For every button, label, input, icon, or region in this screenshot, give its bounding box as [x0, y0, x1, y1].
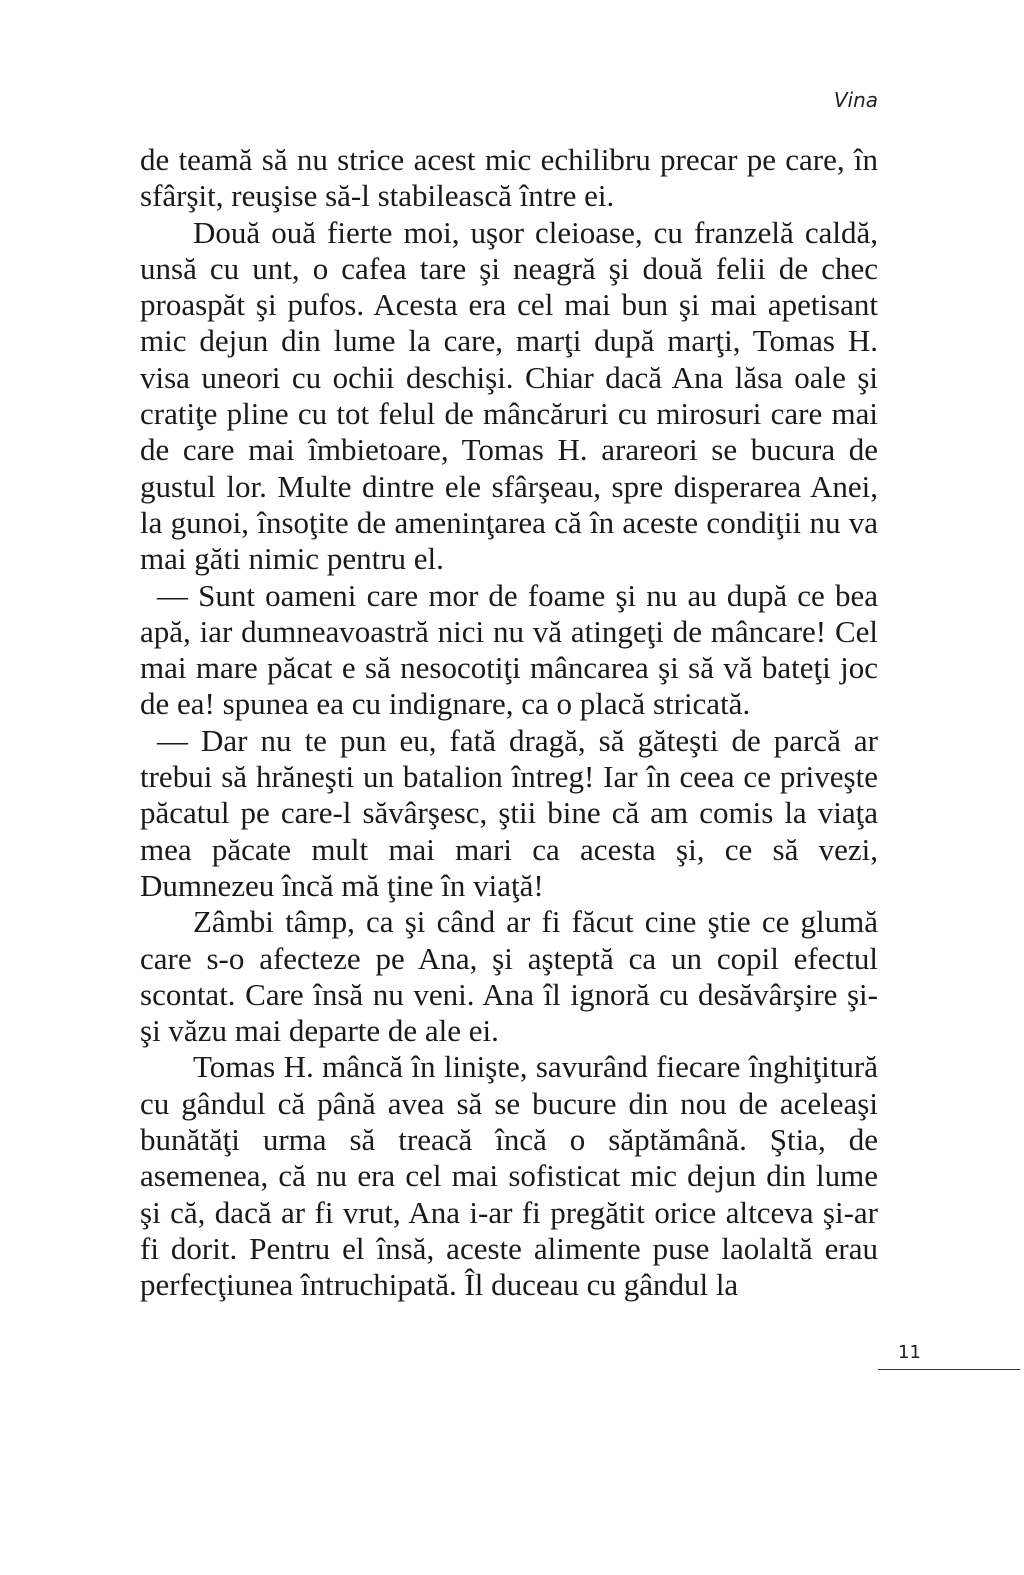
paragraph: de teamă să nu strice acest mic echilibru precar pe care, în sfârşit, reuşise să-l stabilească între ei.: [140, 142, 878, 214]
page-number: 11: [898, 1342, 921, 1363]
paragraph: Două ouă fierte moi, uşor cleioase, cu franzelă caldă, unsă cu unt, o cafea tare şi neagră şi două felii de chec proaspăt şi pufos. Acesta era cel mai bun şi mai apetisant mic dejun din lume la care, marţi după marţi, Tomas H. visa uneori cu ochii deschişi. Chiar dacă Ana lăsa oale şi cratiţe pline cu tot felul de mâncăruri cu mirosuri care mai de care mai îmbietoare, Tomas H. arareori se bucura de gustul lor. Multe dintre ele sfârşeau, spre disperarea Anei, la gunoi, însoţite de ameninţarea că în aceste condiţii nu va mai găti nimic pentru el.: [140, 214, 878, 577]
body-text: [140, 142, 878, 1304]
running-head-title: Vina: [833, 88, 878, 112]
footer-rule: [878, 1369, 1020, 1370]
dialogue-paragraph: — Dar nu te pun eu, fată dragă, să găteşti de parcă ar trebui să hrăneşti un batalion întreg! Iar în ceea ce priveşte păcatul pe care-l săvârşesc, ştii bine că am comis la viaţa mea păcate mult mai mari ca acesta şi, ce să vezi, Dumnezeu încă mă ţine în viaţă!: [140, 722, 878, 903]
paragraph: Zâmbi tâmp, ca şi când ar fi făcut cine ştie ce glumă care s-o afecteze pe Ana, şi aşteptă ca un copil efectul scontat. Care însă nu veni. Ana îl ignoră cu desăvârşire şi-şi văzu mai departe de ale ei.: [140, 904, 878, 1049]
paragraph: Tomas H. mâncă în linişte, savurând fiecare înghiţitură cu gândul că până avea să se bucure din nou de aceleaşi bunătăţi urma să treacă încă o săptămână. Ştia, de asemenea, că nu era cel mai sofisticat mic dejun din lume şi că, dacă ar fi vrut, Ana i-ar fi pregătit orice altceva şi-ar fi dorit. Pentru el însă, aceste alimente puse laolaltă erau perfecţiunea întruchipată. Îl duceau cu gândul la: [140, 1049, 878, 1303]
dialogue-paragraph: — Sunt oameni care mor de foame şi nu au după ce bea apă, iar dumneavoastră nici nu vă atingeţi de mâncare! Cel mai mare păcat e să nesocotiţi mâncarea şi să vă bateţi joc de ea! spunea ea cu indignare, ca o placă stricată.: [140, 577, 878, 722]
